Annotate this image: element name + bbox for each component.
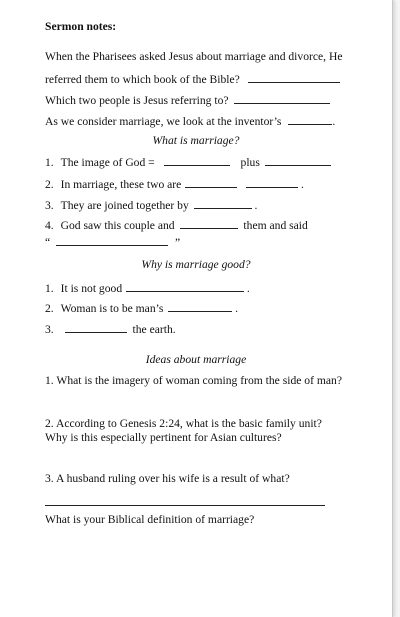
intro-line-2 [45,71,340,87]
question-2b: Why is this especially pertinent for Asian cultures? [45,431,282,444]
why-item-3 [45,321,176,337]
what-item-1 [45,154,331,170]
blank-god-saw[interactable] [180,217,238,229]
item-text: God saw this couple and [60,219,175,232]
item-text: The image of God = [60,156,155,169]
blank-image-of-god-2[interactable] [265,154,331,166]
intro-line-4-text: As we consider marriage, we look at the inventor’s [45,115,282,128]
blank-joined-by[interactable] [194,197,252,209]
what-item-2 [45,176,304,192]
item-text-them-and-said: them and said [243,219,308,232]
blank-bible-book[interactable] [248,71,340,83]
close-quote: ” [174,236,181,249]
what-item-3 [45,197,257,213]
item-text: It is not good [60,282,123,295]
item-period: . [251,199,258,212]
item-number: 1. [45,282,54,295]
item-number: 4. [45,219,54,232]
question-4: What is your Biblical definition of marriage? [45,513,255,526]
sermon-notes-heading: Sermon notes: [45,20,117,33]
question-2a: 2. According to Genesis 2:24, what is the basic family unit? [45,417,322,430]
question-3: 3. A husband ruling over his wife is a result of what? [45,472,290,485]
item-number: 1. [45,156,54,169]
item-period: . [298,178,304,191]
intro-period: . [332,115,336,128]
intro-line-3-text: Which two people is Jesus referring to? [45,94,229,107]
blank-two-people[interactable] [234,92,330,104]
question-1: 1. What is the imagery of woman coming from the side of man? [45,374,342,387]
item-text: In marriage, these two are [60,178,182,191]
blank-not-good[interactable] [126,280,244,292]
intro-line-2-text: referred them to which book of the Bible? [45,73,240,86]
section-title-what-is-marriage: What is marriage? [152,134,240,147]
blank-mans[interactable] [168,300,232,312]
intro-line-3 [45,92,330,108]
open-quote: “ [45,236,51,249]
item-text: They are joined together by [60,199,189,212]
item-number: 2. [45,302,54,315]
item-period: . [244,282,250,295]
item-period: . [232,302,239,315]
why-item-2 [45,300,238,316]
why-item-1 [45,280,250,296]
item-number: 3. [45,323,54,336]
item-number: 2. [45,178,54,191]
blank-inventor[interactable] [288,113,332,125]
item-text-plus: plus [240,156,260,169]
intro-line-4 [45,113,335,129]
quote-line [45,234,180,250]
answer-line[interactable] [45,505,325,506]
item-number: 3. [45,199,54,212]
blank-two-are-2[interactable] [246,176,298,188]
blank-image-of-god-1[interactable] [164,154,230,166]
intro-line-1: When the Pharisees asked Jesus about marriage and divorce, He [45,50,343,63]
blank-god-said[interactable] [56,234,168,246]
item-text: Woman is to be man’s [60,302,164,315]
item-text: the earth. [132,323,176,336]
what-item-4 [45,217,308,233]
blank-the-earth[interactable] [65,321,127,333]
section-title-ideas: Ideas about marriage [145,353,247,366]
section-title-why-good: Why is marriage good? [141,258,251,271]
blank-two-are-1[interactable] [185,176,237,188]
